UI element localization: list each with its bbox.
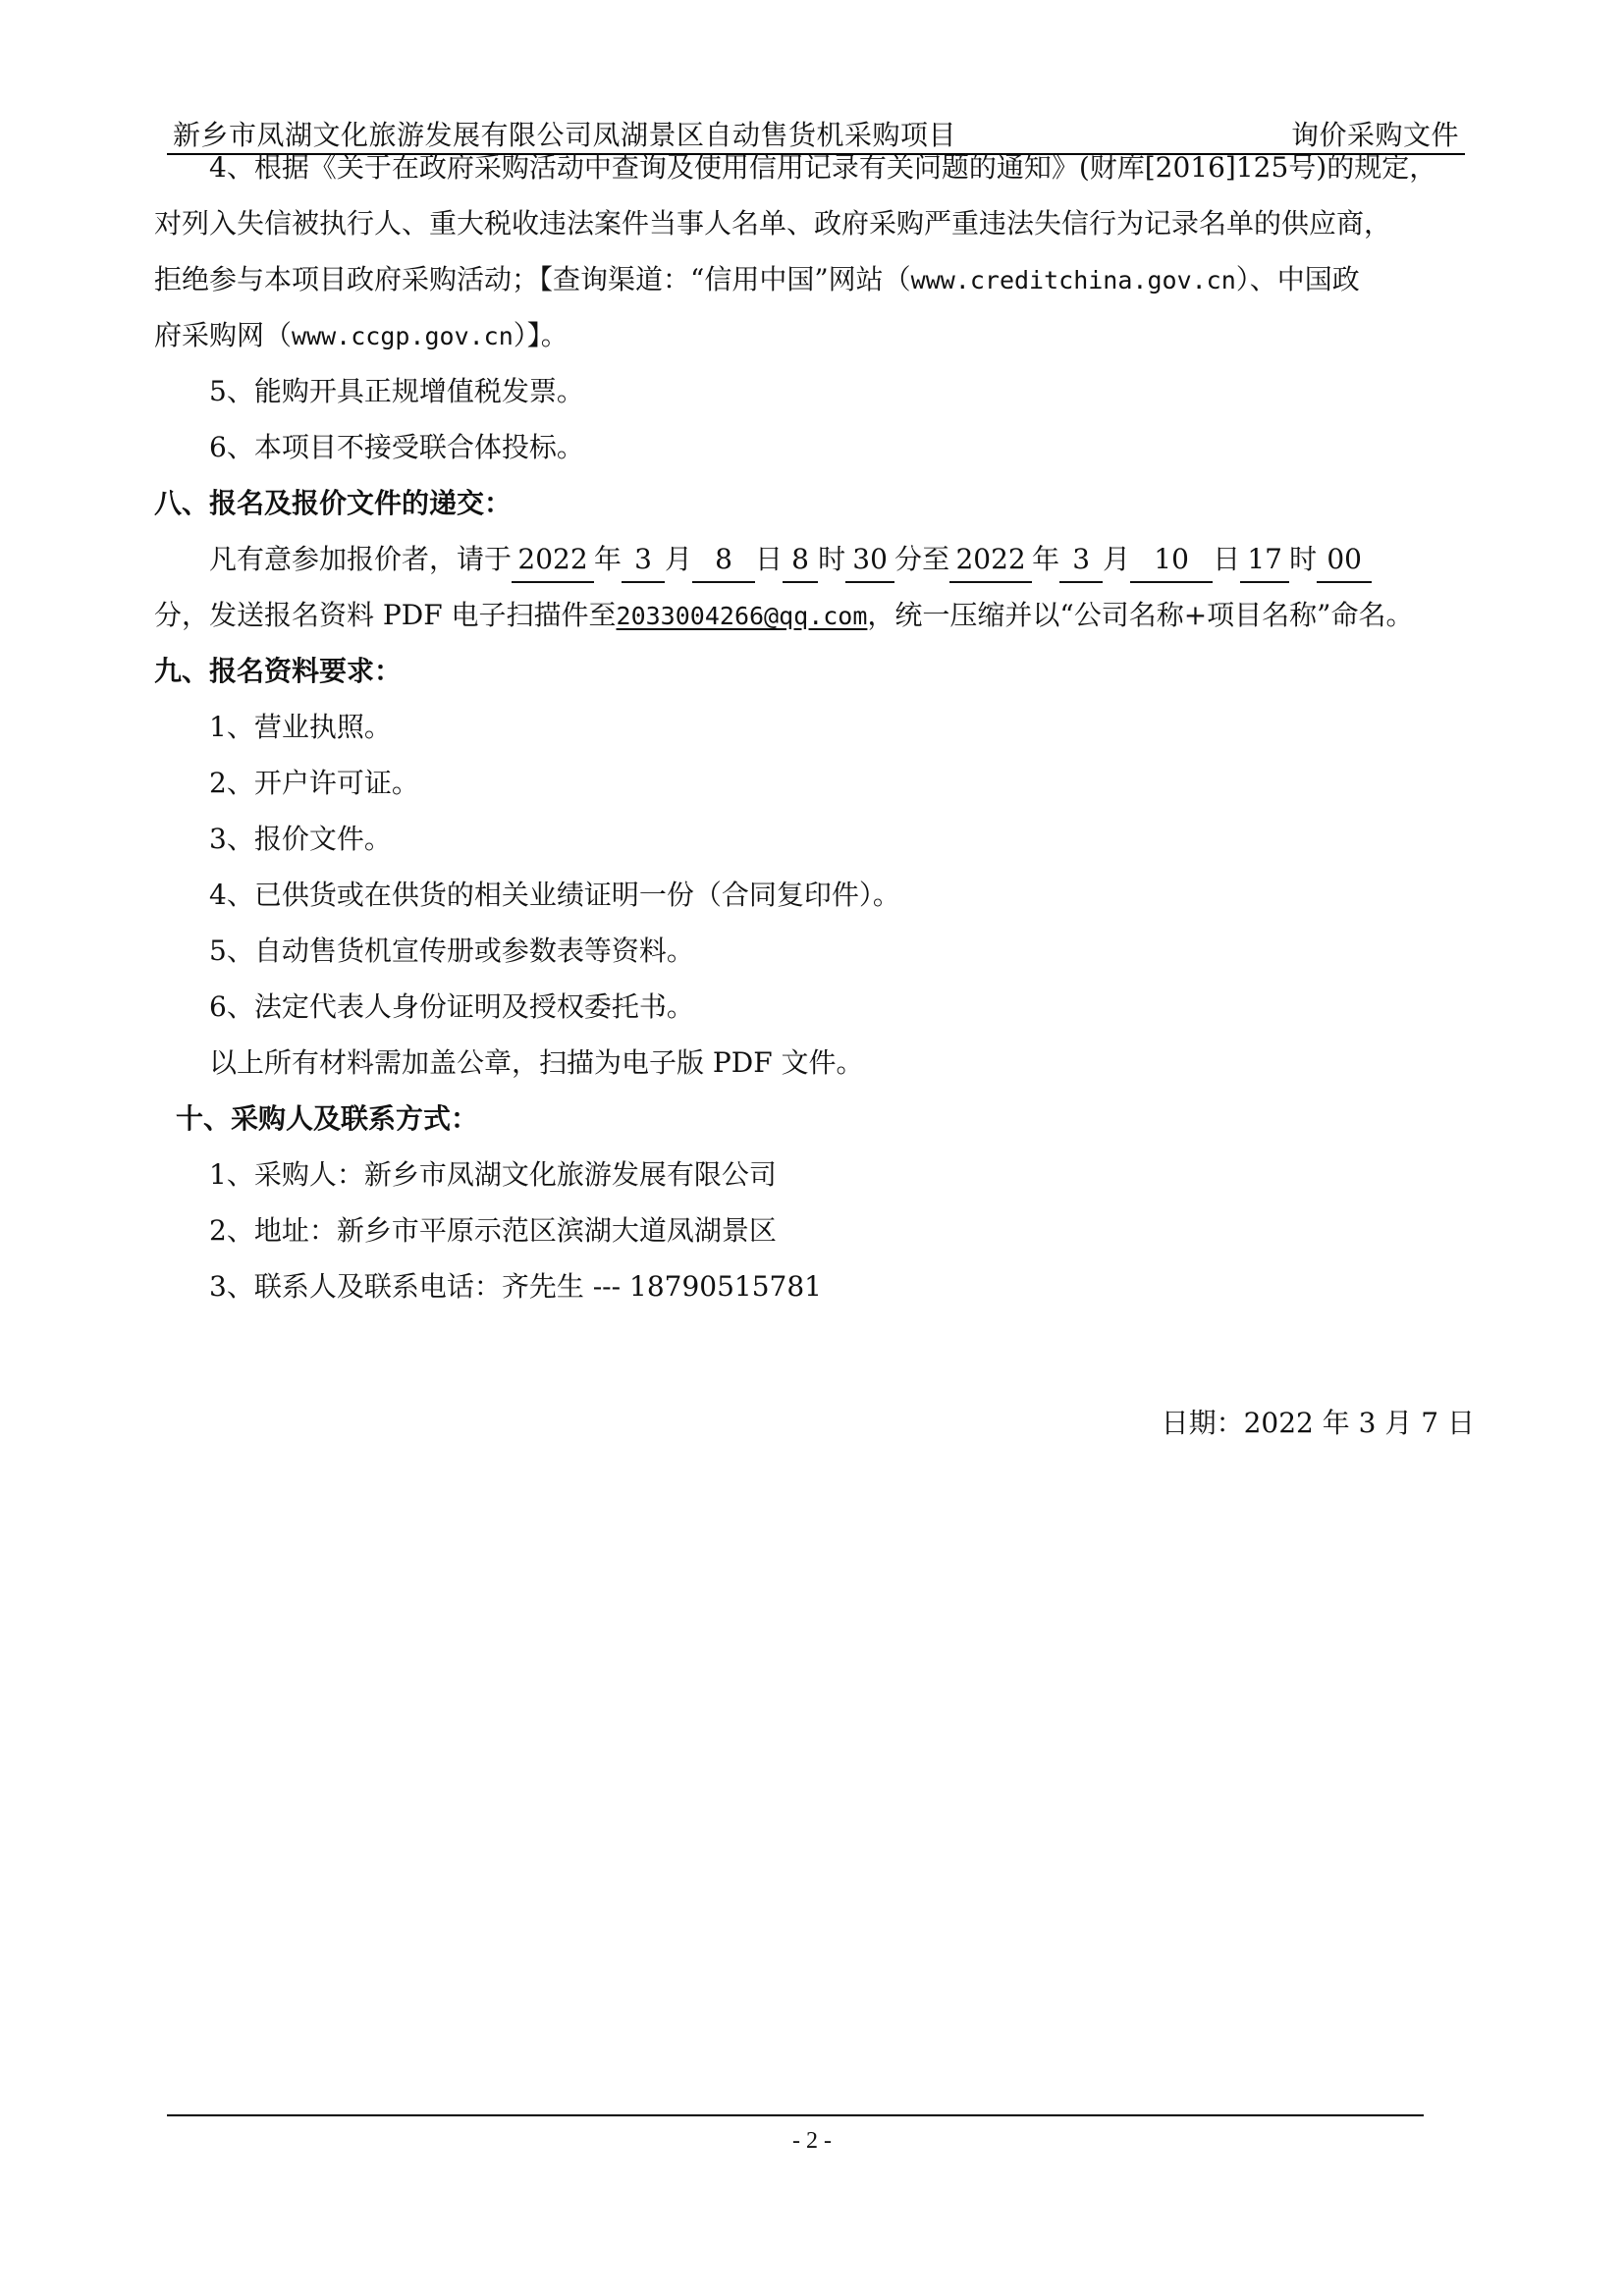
submission-email-link[interactable]: 2033004266@qq.com [616, 602, 868, 630]
requirement-4-text-d: ）】。 [513, 319, 568, 351]
day-label: 日 [1213, 543, 1241, 575]
purchaser-address: 2、地址：新乡市平原示范区滨湖大道凤湖景区 [209, 1214, 777, 1247]
submission-instructions: 分，发送报名资料 PDF 电子扫描件至 [154, 599, 617, 631]
section-10-heading: 十、采购人及联系方式： [176, 1102, 479, 1135]
section-9-heading: 九、报名资料要求： [154, 655, 403, 687]
submission-naming-rule: ，统一压缩并以“公司名称+项目名称”命名。 [867, 599, 1414, 631]
requirement-4-line-3 [154, 251, 1470, 307]
hour-label: 时 [1289, 543, 1318, 575]
requirement-4-text-b: ）、中国政 [1235, 263, 1360, 295]
end-month-blank: 3 [1059, 538, 1103, 583]
day-label: 日 [755, 543, 784, 575]
document-stamp-note: 以上所有材料需加盖公章，扫描为电子版 PDF 文件。 [209, 1046, 864, 1079]
requirement-4-line-4 [154, 307, 1470, 363]
end-day-blank: 10 [1130, 538, 1213, 583]
submission-time-line [154, 531, 1470, 587]
document-item-4: 4、已供货或在供货的相关业绩证明一份（合同复印件）。 [209, 879, 900, 911]
page-number: - 2 - [792, 2128, 832, 2154]
requirement-5: 5、能购开具正规增值税发票。 [209, 375, 584, 407]
document-body [154, 139, 1470, 1314]
document-item-2: 2、开户许可证。 [209, 767, 419, 799]
year-label: 年 [1032, 543, 1060, 575]
submission-intro: 凡有意参加报价者，请于 [209, 543, 513, 575]
submission-email-line [154, 587, 1470, 643]
start-minute-blank: 30 [845, 538, 894, 583]
month-label: 月 [1103, 543, 1131, 575]
requirement-4-text-a: 拒绝参与本项目政府采购活动；【查询渠道：“信用中国”网站（ [154, 263, 911, 295]
month-label: 月 [665, 543, 693, 575]
end-hour-blank: 17 [1240, 538, 1289, 583]
purchaser-name: 1、采购人：新乡市凤湖文化旅游发展有限公司 [209, 1158, 777, 1191]
footer-rule [167, 2114, 1424, 2116]
start-year-blank: 2022 [512, 538, 594, 583]
document-item-5: 5、自动售货机宣传册或参数表等资料。 [209, 934, 694, 967]
requirement-6: 6、本项目不接受联合体投标。 [209, 431, 584, 463]
document-date: 日期：2022 年 3 月 7 日 [1161, 1407, 1475, 1439]
header-project-title: 新乡市凤湖文化旅游发展有限公司凤湖景区自动售货机采购项目 [173, 119, 957, 151]
section-8-heading: 八、报名及报价文件的递交： [154, 487, 513, 519]
end-minute-blank: 00 [1317, 538, 1372, 583]
header-document-type: 询价采购文件 [1290, 119, 1459, 151]
requirement-4-text-c: 府采购网（ [154, 319, 293, 351]
end-year-blank: 2022 [949, 538, 1032, 583]
start-hour-blank: 8 [783, 538, 818, 583]
creditchina-url: www.creditchina.gov.cn [910, 266, 1236, 294]
ccgp-url: www.ccgp.gov.cn [292, 322, 514, 350]
start-month-blank: 3 [622, 538, 665, 583]
start-day-blank: 8 [692, 538, 755, 583]
year-label: 年 [594, 543, 623, 575]
document-item-1: 1、营业执照。 [209, 711, 392, 743]
document-item-3: 3、报价文件。 [209, 823, 392, 855]
requirement-4-line-1: 4、根据《关于在政府采购活动中查询及使用信用记录有关问题的通知》(财库[2016]125号)的规定， [209, 151, 1437, 184]
document-item-6: 6、法定代表人身份证明及授权委托书。 [209, 990, 694, 1023]
requirement-4-line-2: 对列入失信被执行人、重大税收违法案件当事人名单、政府采购严重违法失信行为记录名单的供应商， [154, 207, 1392, 240]
hour-label: 时 [818, 543, 846, 575]
purchaser-contact: 3、联系人及联系电话：齐先生 --- 18790515781 [209, 1270, 822, 1303]
minute-to-label: 分至 [894, 543, 950, 575]
